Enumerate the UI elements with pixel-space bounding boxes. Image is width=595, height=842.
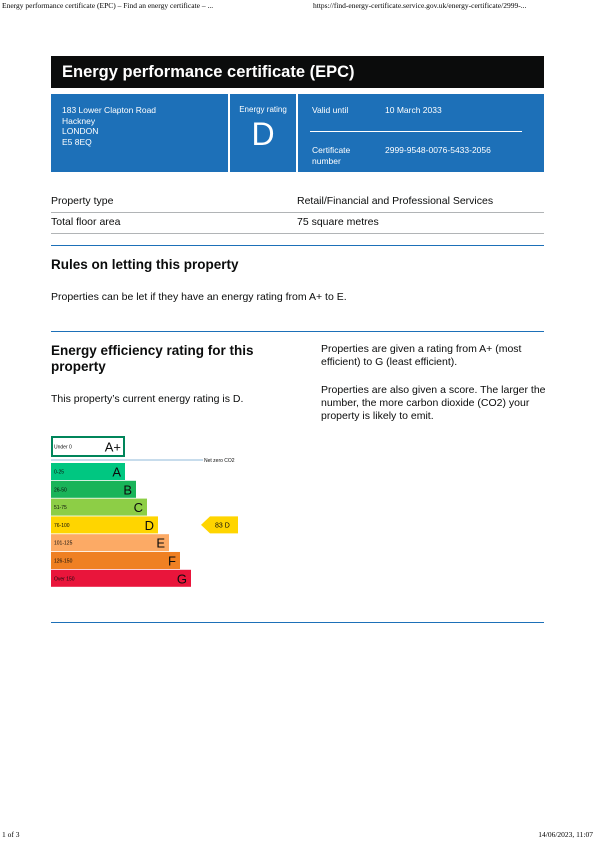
band-letter-label: E [156, 535, 165, 551]
band-range-label: 0-25 [54, 469, 65, 476]
band-range-label: Under 0 [54, 444, 72, 451]
band-range-label: 101-125 [54, 540, 73, 547]
floor-area-row [51, 212, 544, 234]
net-zero-label: Net zero CO2 [204, 458, 235, 464]
page-number: 1 of 3 [2, 830, 20, 839]
band-range-label: Over 150 [54, 576, 75, 583]
valid-until-value: 10 March 2033 [385, 105, 442, 115]
address-line: 183 Lower Clapton Road [62, 105, 157, 115]
letting-heading: Rules on letting this property [51, 257, 239, 272]
efficiency-heading: Energy efficiency rating for this property [51, 343, 254, 374]
property-type-row [51, 191, 544, 213]
certificate-summary [51, 94, 544, 172]
address-line: E5 8EQ [62, 136, 92, 147]
letting-text: Properties can be let if they have an energy rating from A+ to E. [51, 291, 347, 303]
energy-rating-value: D [251, 116, 275, 152]
print-header-title: Energy performance certificate (EPC) – Find an energy certificate – ... [2, 1, 214, 10]
band-letter-label: A+ [104, 439, 121, 455]
band-letter-label: D [144, 517, 154, 533]
score-info-text: Properties are also given a score. The larger the number, the more carbon dioxide (CO2) your property is likely to emit. [321, 384, 546, 422]
property-type-value: Retail/Financial and Professional Services [297, 195, 494, 207]
section-divider [51, 622, 544, 623]
section-divider [51, 331, 544, 332]
print-header [0, 0, 595, 12]
band-letter-label: G [176, 571, 187, 587]
valid-until-label: Valid until [312, 105, 349, 115]
divider [310, 131, 522, 132]
address-line: Hackney [62, 115, 96, 126]
section-divider [51, 245, 544, 246]
divider [296, 94, 298, 172]
property-type-label: Property type [51, 195, 114, 207]
band-range-label: 126-150 [54, 558, 73, 565]
energy-rating-chart [51, 436, 251, 596]
property-address [62, 105, 156, 147]
page-title: Energy performance certificate (EPC) [51, 56, 544, 88]
band-range-label: 26-50 [54, 487, 67, 494]
energy-rating-label: Energy rating [239, 105, 287, 114]
print-header-url: https://find-energy-certificate.service.gov.uk/energy-certificate/2999-... [313, 1, 527, 10]
band-letter-label: B [123, 482, 132, 498]
band-letter-label: A [112, 464, 121, 480]
band-letter-label: F [168, 553, 176, 569]
print-datetime: 14/06/2023, 11:07 [538, 830, 593, 839]
band-range-label: 76-100 [54, 522, 70, 529]
address-line: LONDON [62, 126, 99, 136]
floor-area-label: Total floor area [51, 216, 121, 228]
certificate-number-value: 2999-9548-0076-5433-2056 [385, 145, 491, 155]
print-footer [0, 828, 595, 842]
current-rating-text: This property’s current energy rating is D. [51, 393, 244, 405]
certificate-number-label: Certificate number [312, 145, 351, 166]
floor-area-value: 75 square metres [297, 216, 379, 228]
band-letter-label: C [133, 500, 143, 516]
current-rating-score: 83 D [215, 522, 230, 530]
band-range-label: 51-75 [54, 505, 67, 512]
rating-info-text: Properties are given a rating from A+ (most efficient) to G (least efficient). [321, 343, 522, 368]
